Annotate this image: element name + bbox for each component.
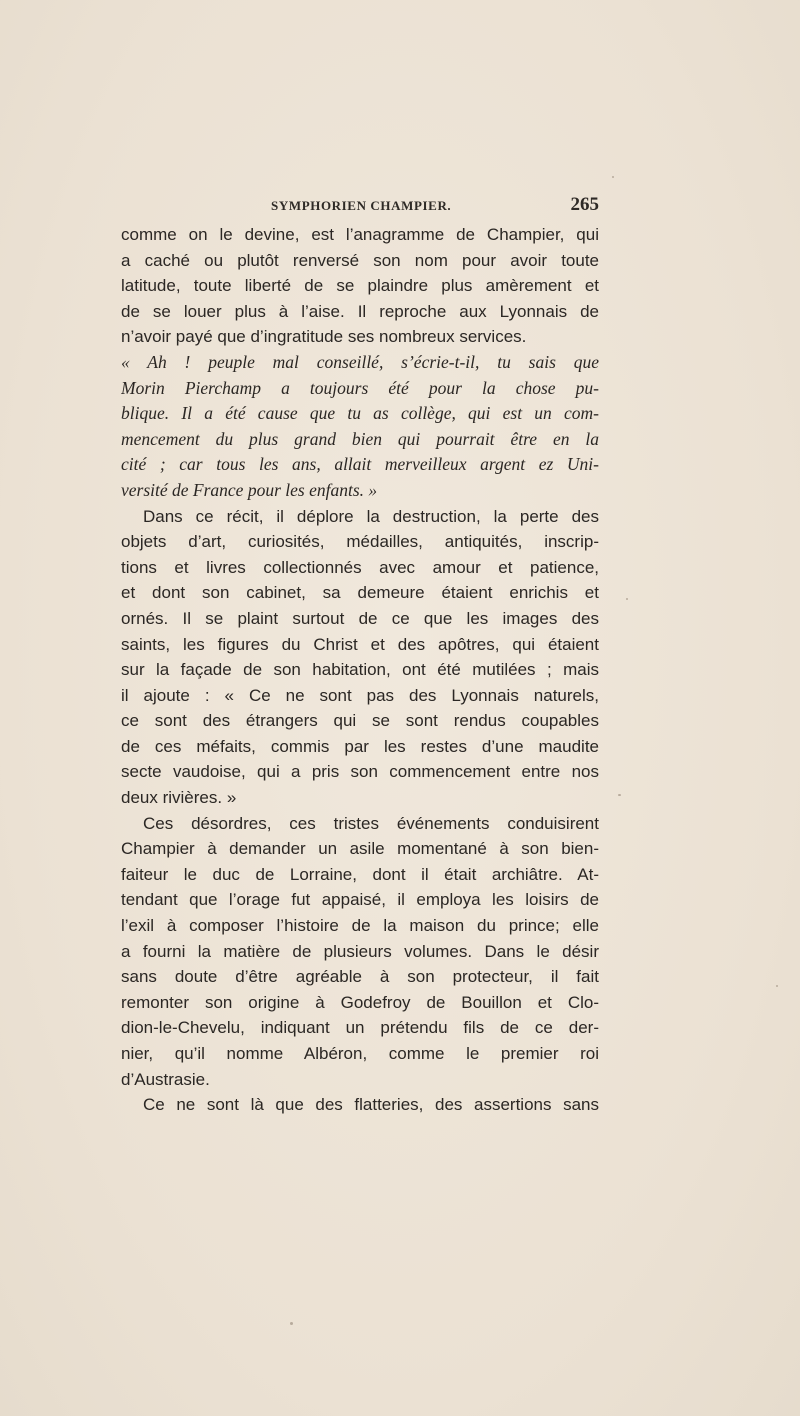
paper-speck <box>290 1322 293 1325</box>
text-line: remonter son origine à Godefroy de Bouillon et Clo- <box>121 992 599 1012</box>
text-line: l’exil à composer l’histoire de la maison du prince; elle <box>121 916 599 936</box>
text-line: Dans ce récit, il déplore la destruction, la perte des <box>143 506 599 526</box>
page-number: 265 <box>570 194 599 215</box>
text-line: saints, les figures du Christ et des apôtres, qui étaient <box>121 634 599 654</box>
text-line: latitude, toute liberté de se plaindre plus amèrement et <box>121 276 599 296</box>
text-line: comme on le devine, est l’anagramme de Champier, qui <box>121 225 599 244</box>
text-line: et dont son cabinet, sa demeure étaient enrichis et <box>121 583 599 603</box>
text-line: versité de France pour les enfants. » <box>121 479 378 500</box>
text-line: de se louer plus à l’aise. Il reproche aux Lyonnais de <box>121 301 599 321</box>
text-line: tendant que l’orage fut appaisé, il employa les loisirs de <box>121 890 599 910</box>
text-line: a caché ou plutôt renversé son nom pour avoir toute <box>121 250 599 270</box>
paper-speck <box>612 176 614 178</box>
text-line: d’Austrasie. <box>121 1069 210 1089</box>
text-line: sans doute d’être agréable à son protecteur, il fait <box>121 967 599 987</box>
text-line: Champier à demander un asile momentané à son bien- <box>121 839 599 859</box>
text-line: a fourni la matière de plusieurs volumes. Dans le désir <box>121 941 599 961</box>
paper-speck <box>618 794 621 796</box>
paper-speck <box>776 985 778 987</box>
text-line: cité ; car tous les ans, allait merveilleux argent ez Uni- <box>121 454 599 475</box>
text-line: Morin Pierchamp a toujours été pour la chose pu- <box>121 377 599 398</box>
page-header <box>121 196 599 216</box>
text-line: deux rivières. » <box>121 788 237 808</box>
text-line: blique. Il a été cause que tu as collège, qui est un com- <box>121 403 599 424</box>
text-line: nier, qu’il nomme Albéron, comme le premier roi <box>121 1044 599 1063</box>
text-line: ornés. Il se plaint surtout de ce que les images des <box>121 608 599 628</box>
text-line: ce sont des étrangers qui se sont rendus coupables <box>121 711 599 731</box>
body-text <box>121 222 599 1118</box>
text-line: tions et livres collectionnés avec amour et patience, <box>121 557 599 577</box>
text-line: il ajoute : « Ce ne sont pas des Lyonnais naturels, <box>121 685 599 705</box>
text-line: Ce ne sont là que des flatteries, des assertions sans <box>143 1095 599 1115</box>
text-line: mencement du plus grand bien qui pourrait être en la <box>121 428 599 449</box>
text-line: secte vaudoise, qui a pris son commencement entre nos <box>121 762 599 782</box>
text-line: faiteur le duc de Lorraine, dont il était archiâtre. At- <box>121 864 599 884</box>
paper-speck <box>626 598 628 600</box>
text-line: sur la façade de son habitation, ont été mutilées ; mais <box>121 660 599 680</box>
text-line: objets d’art, curiosités, médailles, antiquités, inscrip- <box>121 532 599 552</box>
text-line: dion-le-Chevelu, indiquant un prétendu fils de ce der- <box>121 1018 599 1038</box>
text-line: de ces méfaits, commis par les restes d’une maudite <box>121 736 599 756</box>
text-line: Ces désordres, ces tristes événements conduisirent <box>143 813 599 833</box>
text-line: n’avoir payé que d’ingratitude ses nombreux services. <box>121 327 527 347</box>
text-line: « Ah ! peuple mal conseillé, s’écrie-t-il, tu sais que <box>121 351 599 372</box>
running-title: SYMPHORIEN CHAMPIER. <box>271 198 452 213</box>
